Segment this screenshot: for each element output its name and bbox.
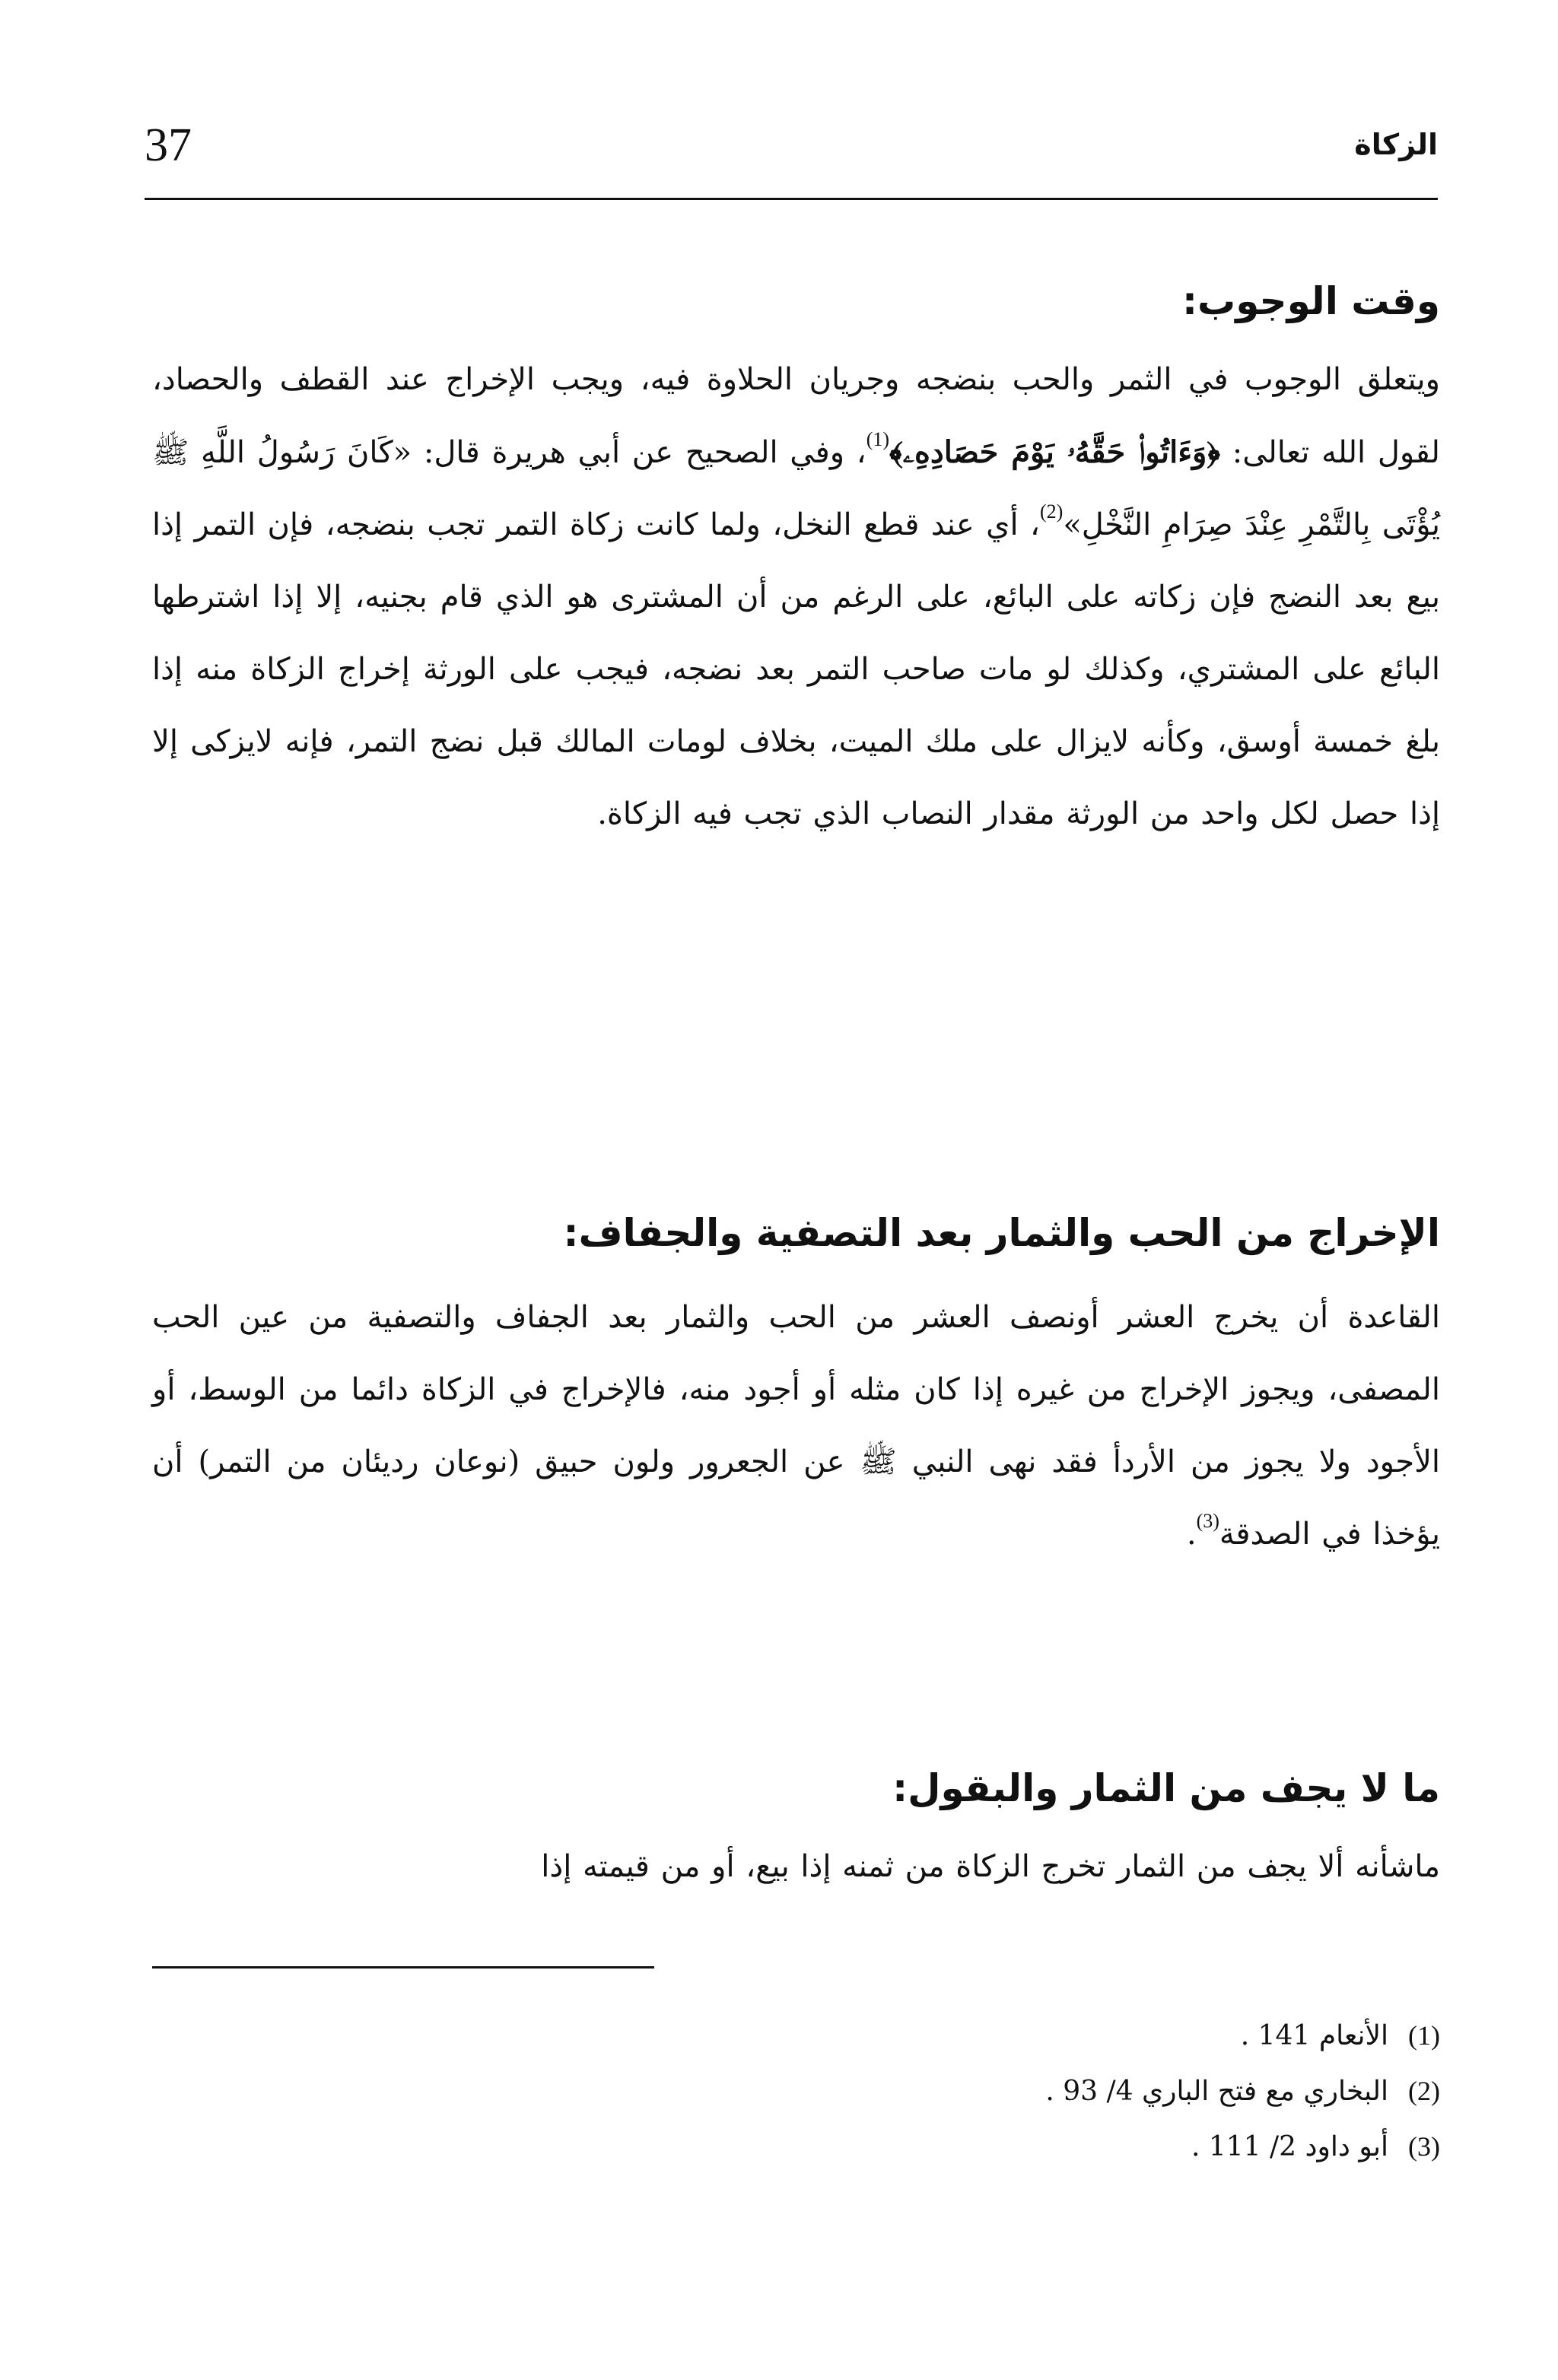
section-heading: الإخراج من الحب والثمار بعد التصفية والجفاف: [563, 1211, 1440, 1255]
paragraph-text: ، أي عند قطع النخل، ولما كانت زكاة التمر تجب بنضجه، فإن التمر إذا بيع بعد النضج فإن زكاته على البائع، على الرغم من أن المشترى هو الذي قام بجنيه، إلا إذا اشترطها البائع على المشتري، وكذلك لو مات صاحب التمر بعد نضجه، فيجب على الورثة إخراج الزكاة منه إذا بلغ خمسة أوسق، وكأنه لايزال على ملك الميت، بخلاف لومات المالك قبل نضج التمر، فإنه لايزكى إلا إذا حصل لكل واحد من الورثة مقدار النصاب الذي تجب فيه الزكاة. [152, 507, 1440, 831]
running-header-title: الزكاة [1354, 128, 1438, 161]
paragraph-text: القاعدة أن يخرج العشر أونصف العشر من الحب والثمار بعد الجفاف والتصفية من عين الحب المصفى، ويجوز الإخراج من غيره إذا كان مثله أو أجود منه، فالإخراج في الزكاة دائما من الوسط، أو الأجود ولا يجوز من الأردأ فقد نهى النبي ﷺ عن الجعرور ولون حبيق (نوعان رديئان من التمر) أن يؤخذا في الصدقة [152, 1300, 1440, 1552]
footnotes [609, 2008, 1440, 2175]
paragraph-text: . [1186, 1517, 1197, 1552]
page-number: 37 [145, 119, 192, 171]
section-non-drying-produce [152, 1761, 1440, 1903]
quran-verse: ﴿وَءَاتُوا۟ حَقَّهُۥ يَوْمَ حَصَادِهِۦ﴾ [889, 434, 1221, 470]
footnote-ref-1: (1) [866, 428, 890, 450]
section-heading: وقت الوجوب: [1181, 279, 1440, 323]
running-header [145, 114, 1438, 200]
footnote-text: الأنعام 141 . [1240, 2020, 1388, 2051]
footnote-text: البخاري مع فتح الباري 4/ 93 . [1045, 2076, 1388, 2107]
section-extraction-after-drying [152, 1206, 1440, 1571]
paragraph-text: ماشأنه ألا يجف من الثمار تخرج الزكاة من ثمنه إذا بيع، أو من قيمته إذا [541, 1849, 1440, 1884]
section-time-of-obligation [152, 274, 1440, 850]
footnote-item [609, 2119, 1440, 2175]
footnote-item [609, 2064, 1440, 2119]
footnote-ref-3: (3) [1196, 1510, 1219, 1532]
paragraph-text: ، وفي الصحيح عن أبي هريرة قال: «كَانَ رَسُولُ اللَّهِ ﷺ يُؤْتَى بِالتَّمْرِ عِنْدَ صِرَامِ النَّخْلِ» [152, 435, 1440, 542]
footnote-ref-2: (2) [1039, 500, 1064, 523]
section-paragraph [152, 1282, 1440, 1571]
section-paragraph [152, 344, 1440, 850]
footnote-number: (3) [1408, 2131, 1440, 2162]
footnote-item [609, 2008, 1440, 2064]
footnote-number: (2) [1408, 2076, 1440, 2106]
footnote-number: (1) [1408, 2020, 1440, 2051]
section-paragraph [152, 1831, 1440, 1903]
paragraph-text: ويتعلق الوجوب في الثمر والحب بنضجه وجريان الحلاوة فيه، ويجب الإخراج عند القطف والحصاد، لقول الله تعالى: [152, 362, 1440, 470]
section-heading: ما لا يجف من الثمار والبقول: [892, 1766, 1440, 1810]
footnote-separator [152, 1966, 654, 1969]
footnote-text: أبو داود 2/ 111 . [1191, 2131, 1388, 2162]
